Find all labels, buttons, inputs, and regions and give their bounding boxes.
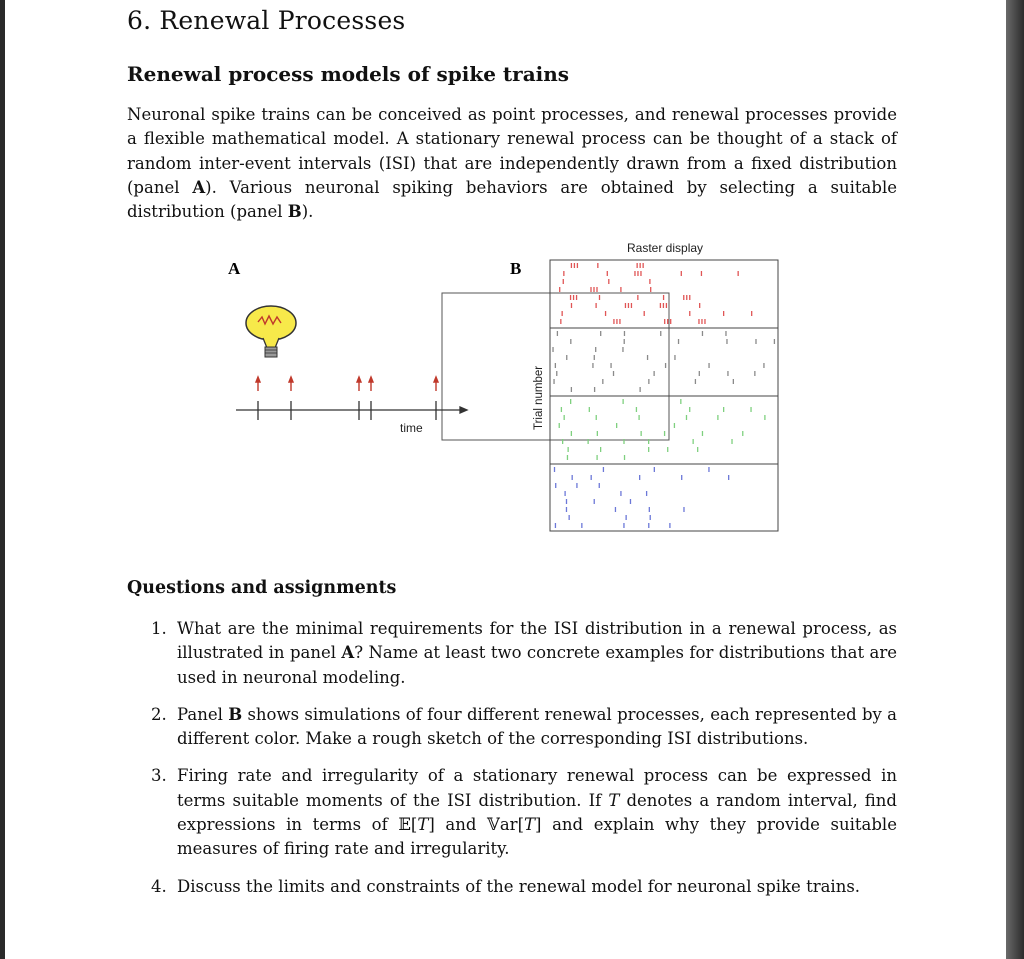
renewal-figure [5,0,1006,560]
question-text: Firing rate and irregularity of a stationary renewal process can be expressed in terms suitable moments of the ISI distribution. If [177,766,897,810]
panel-a-label: A [228,259,241,278]
spike-arrows [256,377,438,391]
question-ref: B [228,704,243,724]
panel-b-label: B [510,259,522,278]
question-text: shows simulations of four different renewal processes, each represented by a different color. Make a rough sketch of the corresponding ISI distributions. [177,704,897,749]
question-number: 3. [151,766,167,786]
time-axis [236,401,467,420]
question-number: 2. [151,704,167,724]
questions-title: Questions and assignments [127,578,397,598]
raster-title: Raster display [627,241,704,255]
question-1 [151,617,897,690]
intro-ref-b: B [287,202,302,222]
time-label: time [400,421,423,435]
expectation-operator: 𝔼 [398,815,411,835]
math-var-t: T [417,815,429,835]
variance-operator: 𝕍ar [487,815,518,835]
question-text: and explain why they provide suitable measures of firing rate and irregularity. [177,815,897,859]
math-var-t: T [608,790,620,810]
right-dark-edge [1006,0,1024,959]
question-2 [151,703,897,752]
intro-text-1: Neuronal spike trains can be conceived as point processes, and renewal processes provide a flexible mathematical model. A stationary renewal process can be thought of a stack of random inter-event intervals (ISI) that are independently drawn from a fixed distribution (panel [127,105,897,197]
question-text: ? Name at least two concrete examples for distributions that are used in neuronal modeling. [177,643,897,687]
document-page [5,0,1006,959]
question-text: denotes a random interval, find expressions in terms of [177,790,897,835]
question-ref: A [341,643,355,663]
question-text: Discuss the limits and constraints of the renewal model for neuronal spike trains. [177,876,861,896]
raster-ylabel: Trial number [533,365,545,430]
intro-text-2: ). Various neuronal spiking behaviors are obtained by selecting a suitable distribution (panel [127,177,898,222]
question-number: 4. [151,876,167,896]
question-text: and [434,815,488,835]
question-text: Panel [177,704,229,724]
chapter-title: 6. Renewal Processes [127,6,406,35]
question-number: 1. [151,619,167,638]
question-3: 3. Firing rate and irregularity of a stationary renewal process can be expressed in terms suitable moments of the ISI distribution. If T denotes a random interval, find expressions in terms of 𝔼[T] and 𝕍ar[T] and explain why they provide suitable measures of firing rate and irregularity. [151,766,897,859]
math-var-t: T [524,815,536,835]
question-4 [151,875,897,899]
lightbulb-icon [246,306,296,357]
intro-ref-a: A [192,177,206,197]
question-text: What are the minimal requirements for the ISI distribution in a renewal process, as illustrated in panel [177,619,897,663]
intro-text-3: ). [301,202,314,222]
section-title: Renewal process models of spike trains [127,62,570,86]
questions-list [151,617,897,912]
